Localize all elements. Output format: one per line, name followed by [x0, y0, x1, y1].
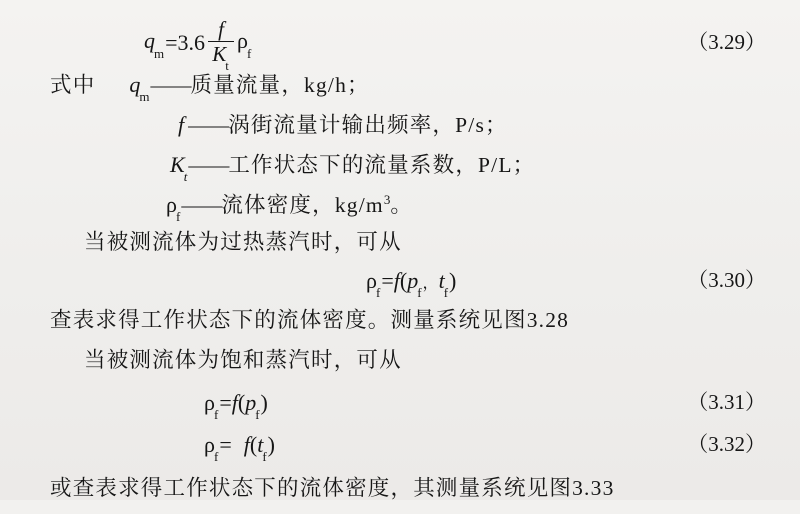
- equation-3-31-open-paren: (: [237, 390, 246, 415]
- equation-3-30-lhs: $\rho_f$: [366, 268, 381, 301]
- definition-text-qm: 质量流量，kg/h；: [190, 73, 370, 97]
- definition-dash-kt: ——: [188, 153, 229, 177]
- equation-3-29-fraction: [208, 17, 234, 74]
- definition-text-f: 涡街流量计输出频率，P/s；: [228, 113, 508, 137]
- equation-3-31-close-paren: ): [260, 390, 268, 415]
- definition-row-f: [36, 114, 766, 148]
- equation-3-32: [36, 434, 766, 470]
- equation-3-31-function: f: [231, 390, 238, 415]
- equation-3-30-equals: =: [381, 268, 394, 293]
- definition-symbol-rho: $\rho_f$: [166, 192, 181, 225]
- definition-row-kt: [36, 154, 766, 188]
- definition-text-rho: 流体密度，kg/m: [221, 193, 384, 217]
- definition-rho-exponent: 3: [383, 192, 391, 207]
- equation-3-31-lhs: $\rho_f$: [204, 390, 219, 423]
- equation-3-31-arg: $p_f$: [245, 390, 260, 423]
- paragraph-superheated: 当被测流体为过热蒸汽时，可从: [84, 230, 402, 254]
- definition-row-rho: [36, 194, 766, 228]
- equation-3-31-equals: =: [219, 390, 232, 415]
- paragraph-saturated: 当被测流体为饱和蒸汽时，可从: [84, 348, 402, 372]
- equation-3-29-coefficient: 3.6: [177, 30, 206, 55]
- definition-row-qm: [36, 74, 766, 108]
- definition-rho-tail: 。: [390, 193, 414, 217]
- equation-3-32-equals: =: [219, 432, 232, 457]
- equation-3-29-rho: $\rho_f$: [237, 28, 252, 61]
- fraction-denominator: $K_t$: [212, 42, 229, 74]
- equation-3-32-function: f: [243, 432, 250, 457]
- equation-3-30-arg2: $t_f$: [438, 268, 449, 301]
- equation-3-32-close-paren: ): [267, 432, 275, 457]
- equation-3-30-close-paren: ): [449, 268, 457, 293]
- equation-3-30-comma: ，: [422, 275, 439, 292]
- equation-3-29: [36, 17, 766, 74]
- equation-3-30-open-paren: (: [399, 268, 408, 293]
- equation-3-32-open-paren: (: [249, 432, 258, 457]
- paragraph-lookup: 查表求得工作状态下的流体密度。测量系统见图3.28: [50, 308, 570, 332]
- equation-3-29-lhs: $q_m$: [144, 28, 165, 61]
- definition-dash-qm: ——: [150, 73, 191, 97]
- definition-symbol-f: f: [178, 112, 185, 137]
- equation-3-31: [36, 392, 766, 428]
- fraction-numerator: f: [218, 17, 224, 42]
- equation-3-32-number: （3.32）: [687, 432, 766, 456]
- paragraph-final: 或查表求得工作状态下的流体密度，其测量系统见图3.33: [50, 476, 615, 500]
- equation-3-31-number: （3.31）: [687, 390, 766, 414]
- definition-symbol-qm: $q_m$: [129, 72, 150, 105]
- equation-3-30: [36, 270, 766, 306]
- definition-text-kt: 工作状态下的流量系数，P/L；: [228, 153, 536, 177]
- equation-3-32-arg: $t_f$: [257, 432, 267, 465]
- equation-3-30-number: （3.30）: [687, 268, 766, 292]
- definition-dash-f: ——: [188, 113, 229, 137]
- equation-3-30-function: f: [393, 268, 400, 293]
- equation-3-30-arg1: $p_f$: [407, 268, 422, 301]
- equation-3-29-number: （3.29）: [687, 30, 766, 54]
- definition-dash-rho: ——: [181, 193, 222, 217]
- equation-3-32-lhs: $\rho_f$: [204, 432, 219, 465]
- definition-symbol-kt: $K_t$: [170, 152, 188, 185]
- equation-3-29-equals: =: [165, 30, 178, 55]
- where-label: 式中: [50, 73, 96, 97]
